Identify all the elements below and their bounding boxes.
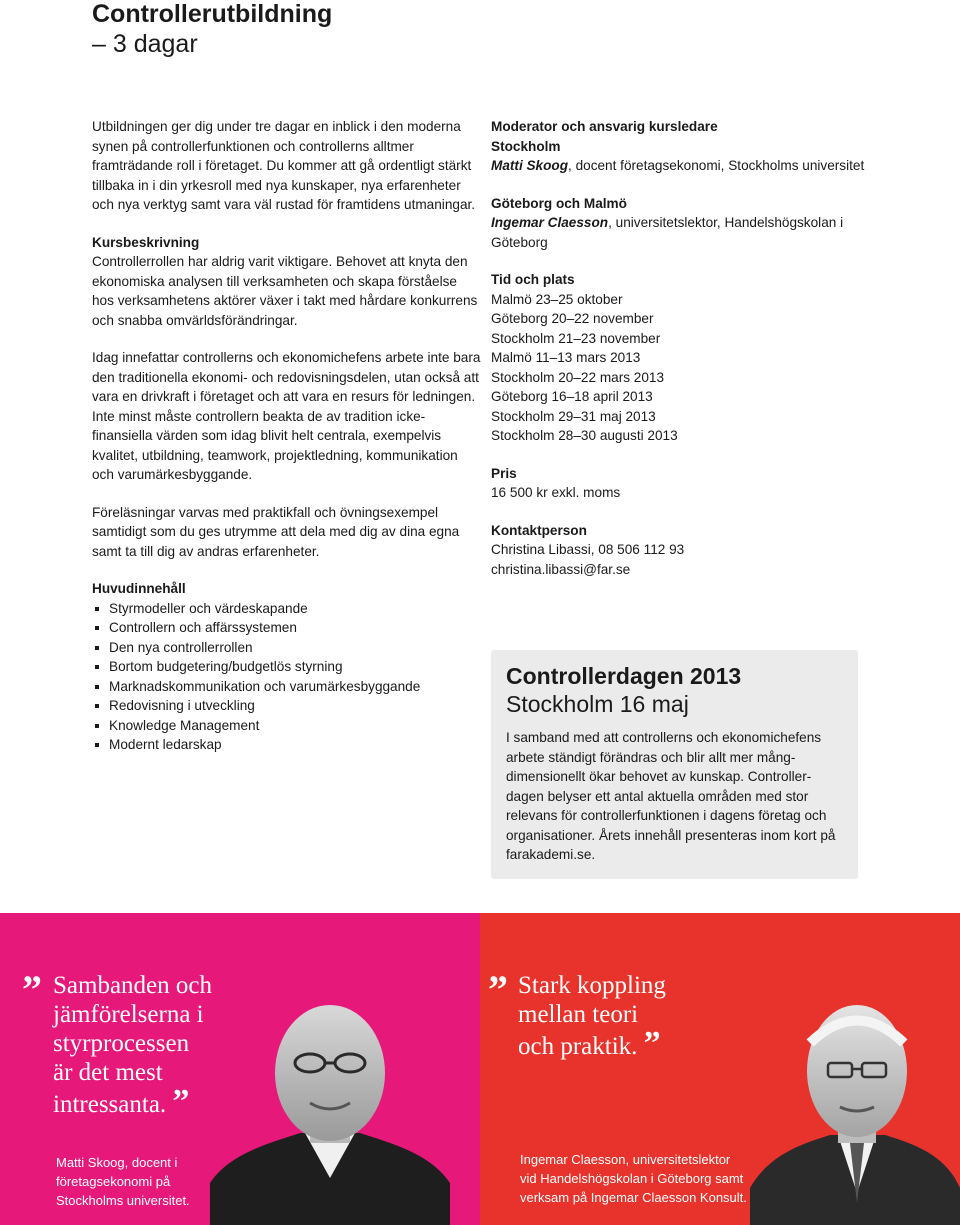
quote-panel-left [0,913,480,1225]
moderator-role: , universitetslektor, Handelshögskolan i Göteborg [491,215,844,250]
list-item: Bortom budgetering/budgetlös styrning [92,657,482,677]
quote-line [518,1025,666,1062]
quote-line: jämförelserna i [53,1001,204,1028]
box-body: I samband med att controllerns och ekonomichefens arbete ständigt förändras och blir allt mer mång-dimensionellt ökar behovet av kunskap. Controller-dagen belyser ett antal aktuella områden med stor relevans för controllerfunktionen i dagens företag och organisationer. Årets innehåll presenteras inom kort på farakademi.se. [506,730,836,862]
main-content-list [92,599,482,755]
course-paragraph-3: Föreläsningar varvas med praktikfall och övningsexempel samtidigt som du ges utrymme att dela med dig av dina egna samt ta till dig av andras erfarenheter. [92,504,460,559]
page-title: Controllerutbildning [92,0,333,28]
caption-line: företagsekonomi på [56,1174,171,1189]
quote-text [518,971,666,1061]
quote-line: är det mest [53,1059,163,1086]
list-item: Modernt ledarskap [92,735,482,755]
page-subtitle: – 3 dagar [92,30,198,58]
quote-line: mellan teori [518,1001,639,1028]
quote-line-text: och praktik. [518,1033,638,1060]
dates-heading: Tid och plats [491,272,575,287]
quote-caption [56,1153,190,1210]
goteborg-moderator [491,213,871,252]
box-title: Controllerdagen 2013 [506,663,742,689]
caption-line: verksam på Ingemar Claesson Konsult. [520,1190,747,1205]
portrait-ingemar-claesson [750,1003,960,1225]
date-item: Göteborg 16–18 april 2013 [491,389,653,404]
quote-line [53,1083,212,1120]
quote-line: Stark koppling [518,972,666,999]
date-item: Göteborg 20–22 november [491,311,654,326]
contact-name: Christina Libassi, 08 506 112 93 [491,542,685,557]
course-paragraph-2: Idag innefattar controllerns och ekonomichefens arbete inte bara den traditionella ekonomi- och redovisningsdelen, utan också att vara en drivkraft i företaget och att vara en resurs för ledningen. Inte minst måste controllern beakta de av tradition icke-finansiella värden som idag blivit helt centrala, exempelvis kvalitet, utbildning, teamwork, projektledning, kommunikation och varumärkesbyggande. [92,350,481,482]
date-item: Stockholm 28–30 augusti 2013 [491,428,678,443]
contact-heading: Kontaktperson [491,522,587,538]
quote-line-text: intressanta. [53,1091,167,1118]
left-column [92,117,482,755]
box-subtitle: Stockholm 16 maj [506,691,689,717]
quote-line: Sambanden och [53,972,212,999]
contact-email[interactable]: christina.libassi@far.se [491,561,631,577]
moderator-name: Ingemar Claesson [491,215,609,230]
date-item: Malmö 11–13 mars 2013 [491,350,641,365]
stockholm-moderator [491,156,871,176]
controllerdagen-box [491,650,858,879]
date-item: Stockholm 21–23 november [491,330,661,346]
date-item: Malmö 23–25 oktober [491,291,623,307]
list-item: Den nya controllerrollen [92,638,482,658]
moderator-name: Matti Skoog [491,158,569,173]
course-description-heading: Kursbeskrivning [92,234,200,250]
moderator-role: , docent företagsekonomi, Stockholms universitet [568,158,865,173]
stockholm-heading: Stockholm [491,138,561,154]
caption-line: Stockholms universitet. [56,1193,190,1208]
course-paragraph-1: Controllerrollen har aldrig varit viktigare. Behovet att knyta den ekonomiska analysen till verksamheten och skapa förståelse hos verksamhetens aktörer växer i takt med hårdare konkurrens och snabba omvärldsförändringar. [92,254,478,328]
list-item: Styrmodeller och värdeskapande [92,599,482,619]
right-column [491,117,871,579]
intro-paragraph: Utbildningen ger dig under tre dagar en inblick i den moderna synen på controllerfunktionen och controllerns alltmer framträdande roll i företaget. Du kommer att gå ordentligt stärkt tillbaka in i din yrkesroll med nya kunskaper, nya erfarenheter och nya verktyg samt vara väl rustad för framtidens utmaningar. [92,119,476,212]
price-heading: Pris [491,465,517,481]
list-item: Redovisning i utveckling [92,696,482,716]
list-item: Controllern och affärssystemen [92,618,482,638]
list-item: Marknadskommunikation och varumärkesbyggande [92,677,482,697]
quote-text [53,971,212,1119]
main-content-heading: Huvudinnehåll [92,581,186,596]
close-quote-icon: ” [172,1083,190,1120]
caption-line: vid Handelshögskolan i Göteborg samt [520,1171,744,1186]
open-quote-icon: ” [488,967,508,1012]
price-value: 16 500 kr exkl. moms [491,485,621,500]
open-quote-icon: ” [22,967,42,1012]
dates-list [491,290,871,446]
moderator-heading: Moderator och ansvarig kursledare [491,119,718,134]
quote-panel-right [480,913,960,1225]
goteborg-malmo-heading: Göteborg och Malmö [491,195,627,211]
list-item: Knowledge Management [92,716,482,736]
close-quote-icon: ” [643,1025,661,1062]
quote-caption [520,1150,747,1207]
caption-line: Matti Skoog, docent i [56,1155,178,1170]
caption-line: Ingemar Claesson, universitetslektor [520,1152,731,1167]
date-item: Stockholm 29–31 maj 2013 [491,408,656,424]
portrait-matti-skoog [210,1003,450,1225]
date-item: Stockholm 20–22 mars 2013 [491,369,665,385]
quote-line: styrprocessen [53,1030,190,1057]
